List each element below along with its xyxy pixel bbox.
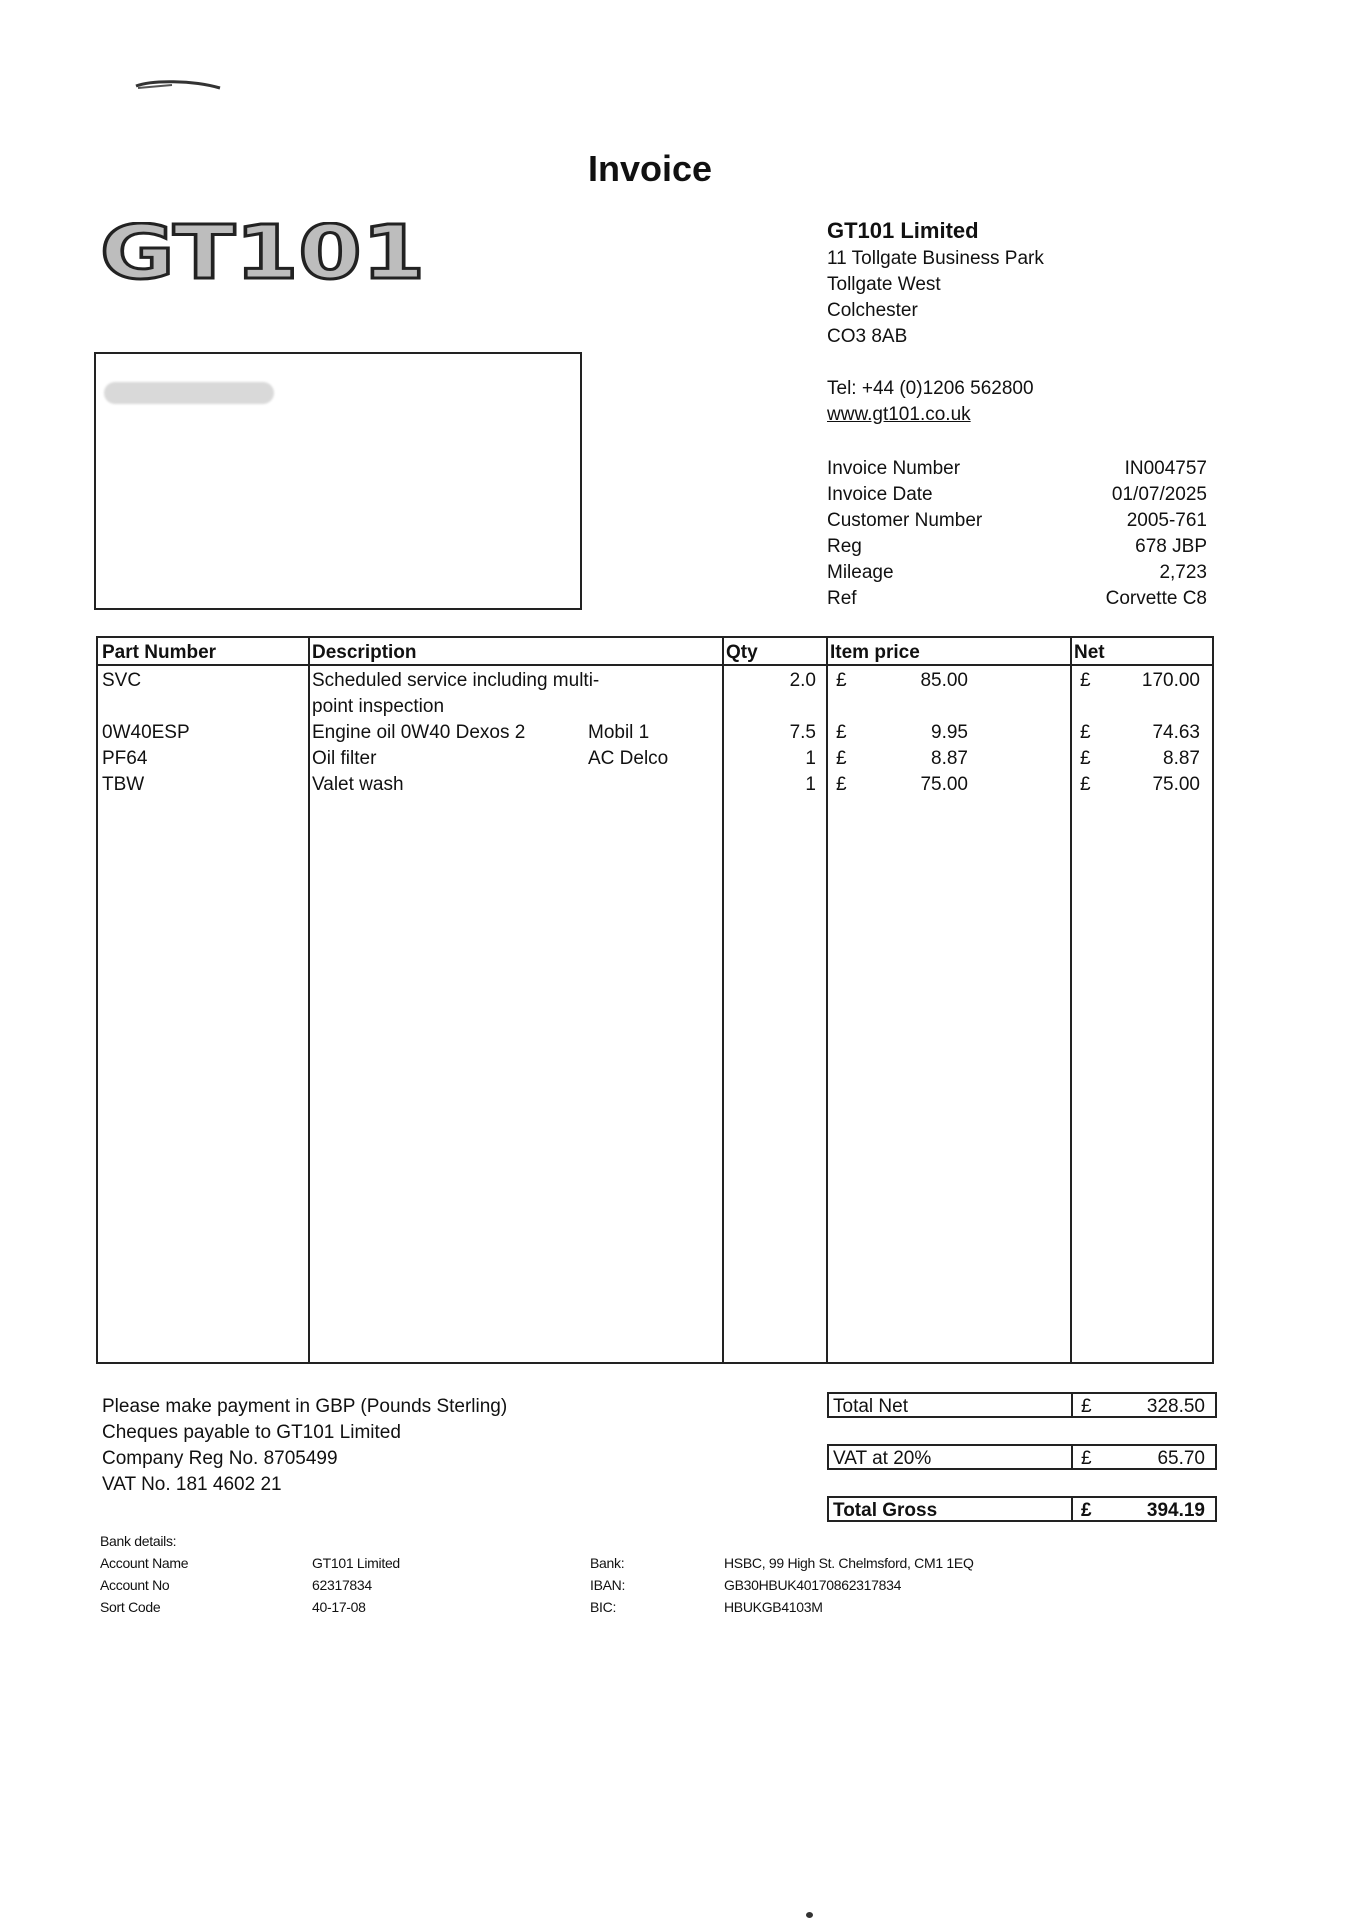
row-qty: 1 [805,774,816,795]
invoice-meta [827,456,1207,612]
address-line: Colchester [827,300,918,321]
address-line: 11 Tollgate Business Park [827,248,1044,269]
company-website-link[interactable]: www.gt101.co.uk [827,404,971,425]
bank-sort-code: 40-17-08 [312,1599,366,1615]
total-value: 394.19 [1146,1500,1205,1521]
meta-value: Corvette C8 [1105,588,1207,609]
row-net-currency: £ [1080,748,1091,769]
total-net-box [827,1392,1217,1418]
meta-value: IN004757 [1124,458,1207,479]
total-gross-box [827,1496,1217,1522]
row-part-number: PF64 [102,748,148,769]
meta-row [827,560,1207,586]
row-qty: 1 [805,748,816,769]
total-currency: £ [1081,1500,1092,1521]
payment-note: VAT No. 181 4602 21 [102,1474,282,1495]
row-net: 75.00 [1152,774,1200,795]
row-description: Scheduled service including multi- [312,670,600,691]
row-net-currency: £ [1080,722,1091,743]
bank-bic: HBUKGB4103M [724,1599,823,1615]
bank-account-name: GT101 Limited [312,1555,400,1571]
meta-row [827,534,1207,560]
total-value: 65.70 [1157,1448,1205,1469]
row-qty: 7.5 [789,722,816,743]
row-brand: AC Delco [588,748,669,769]
line-items-table [96,636,1214,1364]
meta-row [827,482,1207,508]
company-logo [100,222,425,284]
total-currency: £ [1081,1448,1092,1469]
document-title: Invoice [587,148,713,189]
bank-label: Sort Code [100,1599,161,1615]
header-qty: Qty [726,642,758,663]
row-description: Oil filter [312,748,377,769]
meta-value: 678 JBP [1135,536,1207,557]
bank-label: BIC: [590,1599,617,1615]
meta-label: Invoice Date [827,484,933,505]
total-label: VAT at 20% [833,1448,932,1469]
header-part-number: Part Number [102,642,217,663]
company-details [827,216,1044,428]
bank-name-address: HSBC, 99 High St. Chelmsford, CM1 1EQ [724,1555,974,1571]
scan-mark [132,76,224,94]
logo-text: GT101 [100,222,425,284]
row-net-currency: £ [1080,774,1091,795]
address-line: CO3 8AB [827,326,908,347]
bank-label: IBAN: [590,1577,626,1593]
row-part-number: TBW [102,774,145,795]
row-price-currency: £ [836,774,847,795]
row-price-currency: £ [836,670,847,691]
meta-row [827,508,1207,534]
header-item-price: Item price [830,642,920,663]
row-description: Valet wash [312,774,404,795]
row-net-currency: £ [1080,670,1091,691]
payment-note: Cheques payable to GT101 Limited [102,1422,401,1443]
vat-box [827,1444,1217,1470]
total-value: 328.50 [1146,1396,1205,1417]
header-net: Net [1074,642,1105,663]
column-divider [1070,638,1072,1362]
meta-label: Mileage [827,562,894,583]
bank-iban: GB30HBUK40170862317834 [724,1577,902,1593]
bank-account-no: 62317834 [312,1577,372,1593]
total-label: Total Gross [833,1500,938,1521]
row-price-currency: £ [836,748,847,769]
meta-value: 2005-761 [1126,510,1207,531]
meta-value: 01/07/2025 [1111,484,1207,505]
row-net: 170.00 [1141,670,1200,691]
total-currency: £ [1081,1396,1092,1417]
meta-row [827,586,1207,612]
row-part-number: SVC [102,670,142,691]
header-description: Description [312,642,417,663]
row-brand: Mobil 1 [588,722,650,743]
column-divider [722,638,724,1362]
scan-speck [806,1912,813,1918]
payment-notes [102,1394,507,1498]
row-net: 8.87 [1163,748,1200,769]
total-label: Total Net [833,1396,908,1417]
row-item-price: 85.00 [920,670,968,691]
row-qty: 2.0 [789,670,816,691]
row-item-price: 8.87 [931,748,968,769]
header-divider [98,664,1212,666]
payment-note: Please make payment in GBP (Pounds Sterling) [102,1396,508,1417]
bank-label: Bank: [590,1555,625,1571]
row-description: point inspection [312,696,445,717]
redacted-address [104,382,274,404]
bank-label: Account Name [100,1555,189,1571]
meta-value: 2,723 [1159,562,1207,583]
row-item-price: 75.00 [920,774,968,795]
meta-label: Invoice Number [827,458,961,479]
row-item-price: 9.95 [931,722,968,743]
address-line: Tollgate West [827,274,941,295]
column-divider [308,638,310,1362]
column-divider [826,638,828,1362]
meta-row [827,456,1207,482]
row-price-currency: £ [836,722,847,743]
meta-label: Reg [827,536,862,557]
payment-note: Company Reg No. 8705499 [102,1448,338,1469]
bank-label: Account No [100,1577,170,1593]
meta-label: Customer Number [827,510,983,531]
meta-label: Ref [827,588,857,609]
row-part-number: 0W40ESP [102,722,190,743]
row-net: 74.63 [1152,722,1200,743]
row-description: Engine oil 0W40 Dexos 2 [312,722,526,743]
bank-details-heading: Bank details: [100,1533,177,1549]
company-phone: Tel: +44 (0)1206 562800 [827,378,1034,399]
company-name: GT101 Limited [827,218,979,243]
